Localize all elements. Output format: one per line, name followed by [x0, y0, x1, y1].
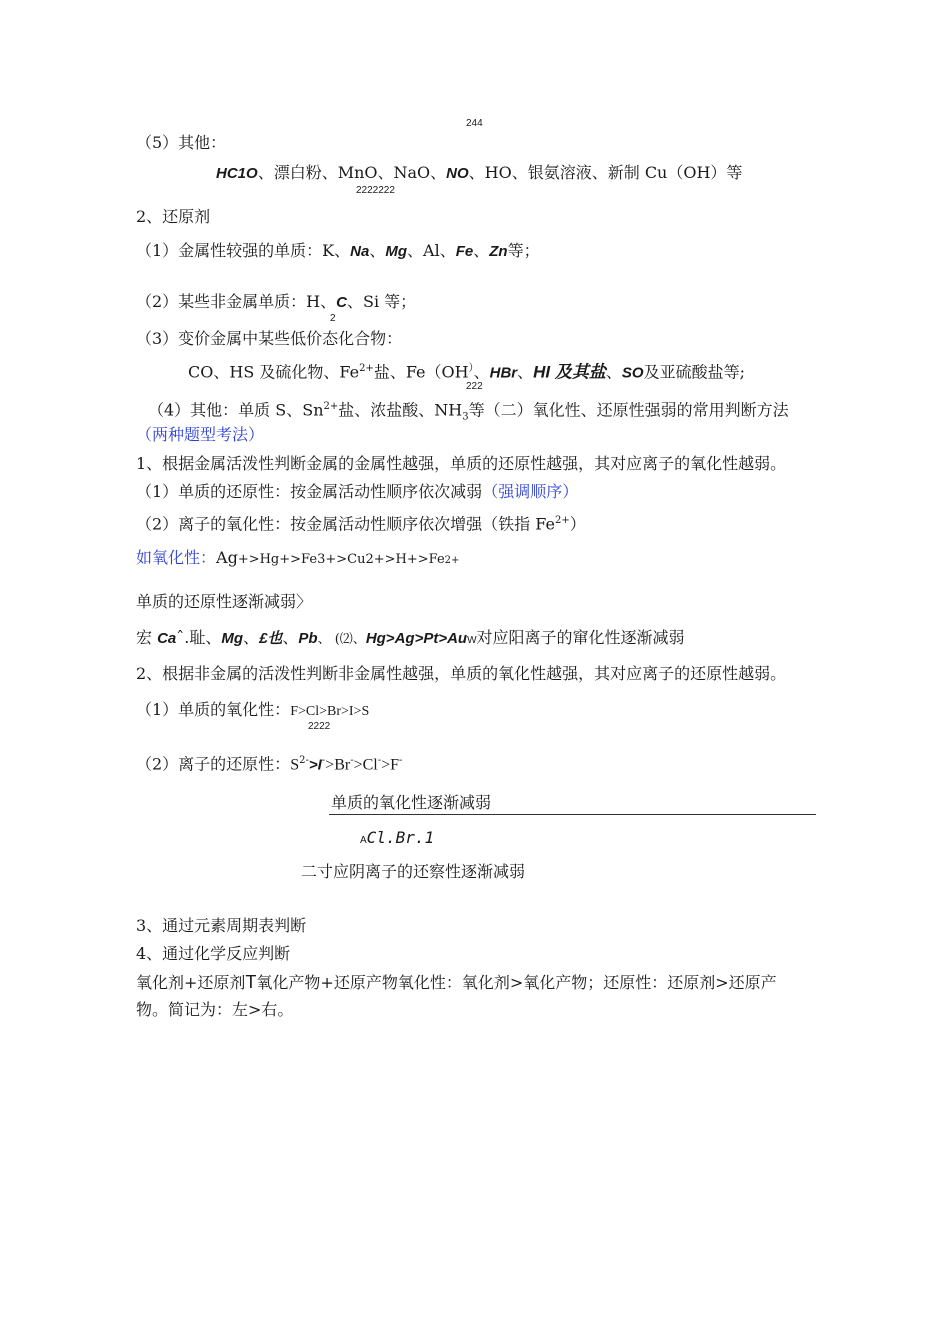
- hi-formula: HI 及其盐: [533, 362, 606, 382]
- i-charge: -: [321, 755, 326, 766]
- reaction-rule-line-1: [136, 972, 777, 993]
- s-charge: 2-: [299, 755, 309, 766]
- seq-f: 对应阳离子的窜化性逐渐减弱: [476, 628, 685, 647]
- oxidizing-decrease-label: 单质的氧化性逐渐减弱: [331, 793, 492, 812]
- m1a-text: （1）单质的还原性：按金属活动性顺序依次减弱: [136, 482, 483, 501]
- r1-text-b: 、Al、: [407, 241, 456, 260]
- r3b-text-d: 、: [517, 362, 534, 382]
- seq-e: 、 (⑵、: [317, 632, 366, 647]
- r3b-text-e: 、: [605, 362, 622, 382]
- r1-text-a: （1）金属性较强的单质：K、: [136, 241, 351, 260]
- no-formula: NO: [446, 165, 469, 182]
- reductant-item-3: （3）变价金属中某些低价态化合物：: [136, 329, 403, 348]
- f-ion: >F: [381, 756, 400, 774]
- oxidants-line: [216, 163, 742, 184]
- reductant-item-1: [136, 241, 540, 262]
- r3b-subscripts: 222: [466, 381, 483, 392]
- r4-text-b: 盐、浓盐酸、NH: [338, 400, 463, 420]
- reductant-heading: 2、还原剂: [136, 207, 211, 226]
- m1b-text-b: ）: [569, 514, 586, 534]
- method-3: 3、通过元素周期表判断: [136, 916, 307, 935]
- cl-charge: -: [377, 755, 382, 766]
- halogen-order: F>Cl>Br>I>S: [290, 704, 370, 719]
- m4a-text-a: 氧化剂+还原剂: [136, 973, 246, 992]
- fe2: +>Fe: [406, 552, 445, 567]
- r1-sep-2: 、: [473, 241, 490, 260]
- arrow-prefix: A: [360, 835, 367, 846]
- r3b-text-c: 、: [473, 362, 490, 382]
- pb-symbol: Pb: [298, 630, 318, 647]
- oxidizing-order-example: [136, 548, 459, 571]
- m1b-text-a: （2）离子的氧化性：按金属活动性顺序依次增强（铁指 Fe: [136, 514, 555, 534]
- ca-symbol: Ca: [157, 630, 177, 647]
- seq-d: 、: [282, 628, 299, 647]
- r3b-text-a: CO、HS 及硫化物、Fe: [188, 362, 360, 382]
- oxidants-text-2: 、HO、银氨溶液、新制 Cu（OH）等: [468, 163, 743, 182]
- h: 2+>H: [365, 552, 407, 567]
- hbr-formula: HBr: [489, 364, 518, 382]
- r1-sep-1: 、: [369, 241, 386, 260]
- seq-b: ˆ.耻、: [176, 628, 222, 647]
- noble-metals: Hg>Ag>Pt>Au: [365, 630, 468, 647]
- r2-text-a: （2）某些非金属单质：H、: [136, 292, 337, 311]
- na-symbol: Na: [350, 243, 370, 260]
- oxidants-text-1: 、漂白粉、MnO、NaO、: [257, 163, 447, 182]
- r1-text-c: 等；: [507, 241, 540, 260]
- hclo-formula: HC1O: [216, 165, 258, 182]
- reductant-item-4: [148, 397, 789, 428]
- br-charge: -: [350, 755, 354, 766]
- ag: Ag: [216, 548, 238, 567]
- r3b-text-b: 盐、Fe（OH: [373, 362, 469, 382]
- method-2-item-1: [136, 700, 369, 722]
- method-1-item-1: [136, 482, 578, 502]
- m2a-text: （1）单质的氧化性：: [136, 700, 291, 719]
- c-symbol: C: [336, 294, 347, 311]
- zn-symbol: Zn: [489, 243, 508, 260]
- arrow-t: T: [245, 972, 257, 992]
- r3b-text-f: 及亚硫酸盐等;: [643, 362, 745, 382]
- so-formula: SO: [621, 364, 644, 382]
- halogen-list: Cl.Br.1: [366, 828, 435, 847]
- paren-close: ）: [468, 363, 474, 374]
- m2b-text: （2）离子的还原性：: [136, 754, 291, 774]
- r4-text-a: （4）其他：单质 S、Sn: [148, 400, 324, 420]
- r2-subscript: 2: [330, 313, 336, 324]
- halogen-arrow-label: [360, 828, 434, 851]
- method-1-item-2: [136, 511, 586, 534]
- m4a-text-b: 氧化产物+还原产物氧化性：氧化剂>氧化产物；还原性：还原剂>还原产: [256, 973, 777, 992]
- mg-symbol: Mg: [385, 243, 408, 260]
- halogen-subscripts: 2222: [308, 721, 331, 732]
- r4-text-c: 等（二）氧化性、还原性强弱的常用判断方法: [468, 400, 789, 420]
- example-label: 如氧化性：: [136, 548, 217, 567]
- cu2: 3+>Cu: [317, 552, 366, 567]
- hg: +>Hg: [237, 552, 280, 567]
- fe-symbol: Fe: [455, 243, 474, 260]
- reaction-rule-line-2: 物。简记为：左>右。: [136, 1000, 294, 1019]
- reducing-decrease-note: 单质的还原性逐渐减弱〉: [136, 592, 313, 611]
- i-ion: >I: [308, 756, 322, 774]
- garbled-symbol: £也: [259, 630, 283, 647]
- f-charge: -: [399, 755, 403, 766]
- section-5-heading: （5）其他：: [136, 133, 227, 152]
- br-ion: >Br: [325, 756, 351, 774]
- mg-symbol-2: Mg: [221, 630, 244, 647]
- method-2-item-2: [136, 751, 402, 775]
- oxidants-subscripts: 2222222: [356, 185, 395, 196]
- method-4: 4、通过化学反应判断: [136, 944, 291, 963]
- fe2-charge: 2+: [359, 363, 374, 374]
- seq-w: W: [467, 635, 477, 646]
- seq-c: 、: [243, 628, 260, 647]
- emphasize-order: （强调顺序）: [482, 482, 579, 501]
- anion-reducing-decrease: 二寸应阴离子的还察性逐渐减弱: [301, 862, 526, 881]
- sn-charge: 2+: [323, 401, 339, 412]
- fe2-charge-3: 2+: [444, 555, 460, 566]
- method-2: 2、根据非金属的活泼性判断非金属性越强，单质的氧化性越强，其对应离子的还原性越弱。: [136, 664, 787, 683]
- s-ion: S: [290, 756, 300, 774]
- fe2-charge-2: 2+: [554, 515, 570, 526]
- metal-sequence-line: [136, 628, 685, 651]
- fe3: +>Fe: [279, 552, 318, 567]
- arrow-rule: [329, 814, 816, 815]
- r2-text-b: 、Si 等；: [346, 292, 417, 311]
- reductant-item-2: [136, 292, 416, 313]
- cl-ion: >Cl: [353, 756, 378, 774]
- nh3-subscript: 3: [462, 411, 469, 423]
- method-1: 1、根据金属活泼性判断金属的金属性越强，单质的还原性越强，其对应离子的氧化性越弱。: [136, 454, 787, 473]
- seq-a: 宏: [136, 628, 158, 647]
- two-question-types: （两种题型考法）: [136, 425, 265, 444]
- top-subscript: 244: [466, 118, 483, 129]
